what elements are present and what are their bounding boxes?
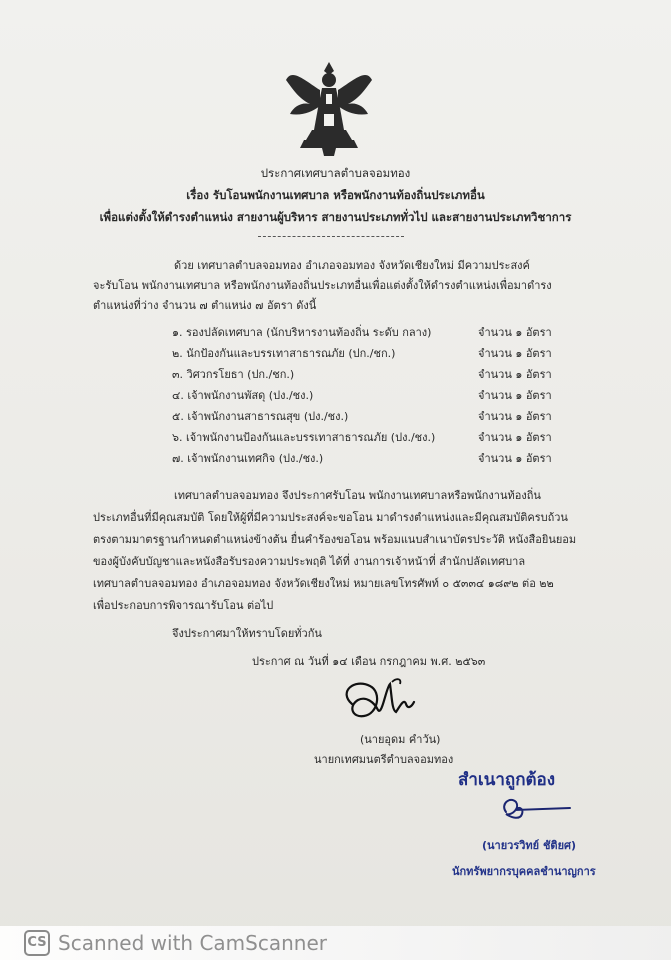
- garuda-emblem-icon: [282, 58, 376, 158]
- certifier-position: นักทรัพยากรบุคคลชำนาญการ: [452, 865, 596, 878]
- position-item-3: ๓. วิศวกรโยธา (ปก./ชก.): [172, 368, 295, 381]
- camscanner-watermark: [0, 926, 671, 960]
- body-line-1: เทศบาลตำบลจอมทอง จึงประกาศรับโอน พนักงานเทศบาลหรือพนักงานท้องถิ่น: [174, 489, 541, 502]
- position-item-7: ๗. เจ้าพนักงานเทศกิจ (ปง./ชง.): [172, 452, 324, 465]
- position-count-6: จำนวน ๑ อัตรา: [478, 431, 552, 444]
- signer-position: นายกเทศมนตรีตำบลจอมทอง: [314, 753, 454, 766]
- announcement-title: ประกาศเทศบาลตำบลจอมทอง: [260, 166, 411, 180]
- position-item-5: ๕. เจ้าพนักงานสาธารณสุข (ปง./ชง.): [172, 410, 349, 423]
- position-item-6: ๖. เจ้าพนักงานป้องกันและบรรเทาสาธารณภัย (ปง./ชง.): [172, 431, 436, 444]
- certified-copy-stamp: สำเนาถูกต้อง: [458, 770, 556, 790]
- position-count-5: จำนวน ๑ อัตรา: [478, 410, 552, 423]
- body-line-2: ประเภทอื่นที่มีคุณสมบัติ โดยให้ผู้ที่มีความประสงค์จะขอโอน มาดำรงตำแหน่งและมีคุณสมบัติครบถ้วน: [93, 511, 568, 524]
- position-item-2: ๒. นักป้องกันและบรรเทาสาธารณภัย (ปก./ชก.): [172, 347, 396, 360]
- position-count-7: จำนวน ๑ อัตรา: [478, 452, 552, 465]
- announcement-subject-line2: เพื่อแต่งตั้งให้ดำรงตำแหน่ง สายงานผู้บริหาร สายงานประเภททั่วไป และสายงานประเภทวิชาการ: [99, 210, 572, 224]
- body-line-3: ตรงตามมาตรฐานกำหนดตำแหน่งข้างต้น ยื่นคำร้องขอโอน พร้อมแนบสำเนาบัตรประวัติ หนังสือยินยอม: [93, 533, 577, 546]
- mayor-signature-icon: [334, 676, 422, 722]
- camscanner-logo-icon: CS: [24, 930, 50, 956]
- position-count-1: จำนวน ๑ อัตรา: [478, 326, 552, 339]
- closing-line: จึงประกาศมาให้ทราบโดยทั่วกัน: [172, 627, 322, 640]
- position-count-3: จำนวน ๑ อัตรา: [478, 368, 552, 381]
- signer-name: (นายอุดม คำวัน): [360, 733, 441, 746]
- position-item-4: ๔. เจ้าพนักงานพัสดุ (ปง./ชง.): [172, 389, 314, 402]
- body-line-5: เทศบาลตำบลจอมทอง อำเภอจอมทอง จังหวัดเชียงใหม่ หมายเลขโทรศัพท์ ๐ ๕๓๓๔ ๑๘๙๒ ต่อ ๒๒: [93, 577, 554, 590]
- body-line-6: เพื่อประกอบการพิจารณารับโอน ต่อไป: [93, 599, 274, 612]
- position-count-2: จำนวน ๑ อัตรา: [478, 347, 552, 360]
- position-count-4: จำนวน ๑ อัตรา: [478, 389, 552, 402]
- body-line-4: ของผู้บังคับบัญชาและหนังสือรับรองความประพฤติ ได้ที่ งานการเจ้าหน้าที่ สำนักปลัดเทศบาล: [93, 555, 526, 568]
- camscanner-text: Scanned with CamScanner: [58, 931, 327, 955]
- title-divider: [258, 236, 404, 237]
- intro-line-1: ด้วย เทศบาลตำบลจอมทอง อำเภอจอมทอง จังหวัดเชียงใหม่ มีความประสงค์: [174, 259, 530, 272]
- intro-line-2: จะรับโอน พนักงานเทศบาล หรือพนักงานท้องถิ่นประเภทอื่นเพื่อแต่งตั้งให้ดำรงตำแหน่งเพื่อมาดำรง: [93, 279, 552, 292]
- certifier-signature-icon: [498, 794, 578, 824]
- announcement-date: ประกาศ ณ วันที่ ๑๔ เดือน กรกฎาคม พ.ศ. ๒๕๖๓: [252, 655, 486, 668]
- position-item-1: ๑. รองปลัดเทศบาล (นักบริหารงานท้องถิ่น ระดับ กลาง): [172, 326, 432, 339]
- announcement-subject: เรื่อง รับโอนพนักงานเทศบาล หรือพนักงานท้องถิ่นประเภทอื่น: [186, 188, 485, 202]
- certifier-name: (นายวรวิทย์ ชัติยศ): [482, 839, 577, 852]
- intro-line-3: ตำแหน่งที่ว่าง จำนวน ๗ ตำแหน่ง ๗ อัตรา ดังนี้: [93, 299, 317, 312]
